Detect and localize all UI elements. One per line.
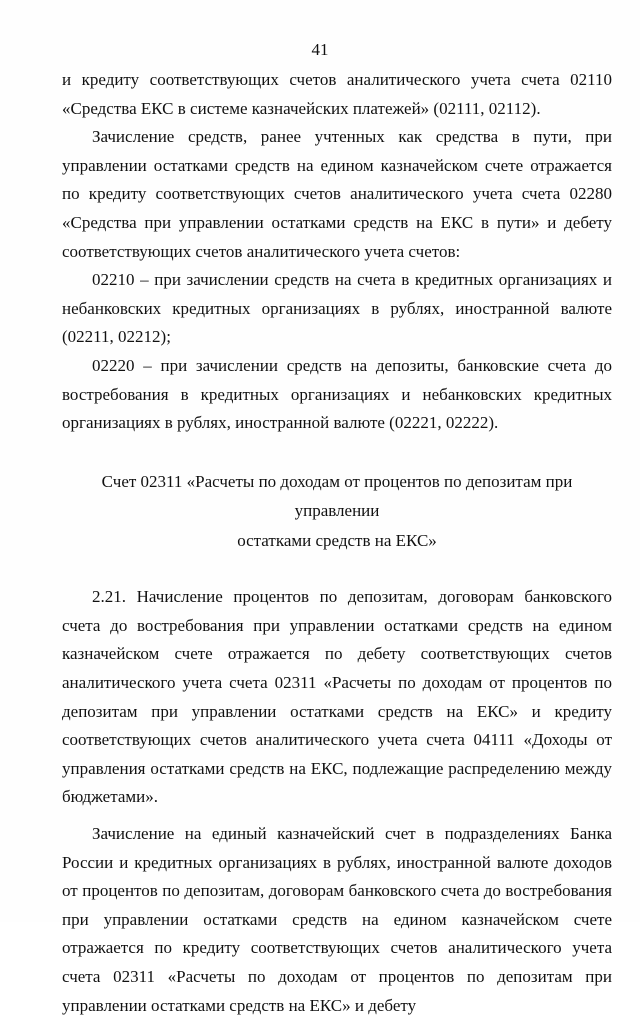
section-heading-line-2: остатками средств на ЕКС»	[237, 530, 437, 550]
paragraph-account-02210: 02210 – при зачислении средств на счета в кредитных организациях и небанковских кредитных организациях в рублях, иностранной валюте (02211, 02212);	[62, 270, 612, 347]
paragraph-crediting-transit-funds: Зачисление средств, ранее учтенных как средства в пути, при управлении остатками средств на едином казначейском счете отражается по кредиту соответствующих счетов аналитического учета счета 02280 «Средства при управлении остатками средств на ЕКС в пути» и дебету соответствующих счетов аналитического учета счетов:	[62, 127, 612, 261]
paragraph-spacer	[62, 812, 612, 820]
paragraph-account-02220: 02220 – при зачислении средств на депозиты, банковские счета до востребования в кредитных организациях и небанковских кредитных организациях в рублях, иностранной валюте (02221, 02222).	[62, 355, 612, 433]
paragraph-continuation: и кредиту соответствующих счетов аналитического учета счета 02110 «Средства ЕКС в системе казначейских платежей» (02111, 02112).	[62, 70, 612, 118]
document-body	[62, 66, 612, 1020]
paragraph-2-21: 2.21. Начисление процентов по депозитам, договорам банковского счета до востребования при управлении остатками средств на едином казначейском счете отражается по дебету соответствующих счетов аналитического учета счета 02311 «Расчеты по доходам от процентов по депозитам при управлении остатками средств на ЕКС» и кредиту соответствующих счетов аналитического учета счета 04111 «Доходы от управления остатками средств на ЕКС, подлежащие распределению между бюджетами».	[62, 587, 612, 807]
page-number: 41	[311, 40, 329, 59]
section-heading	[62, 467, 612, 556]
section-heading-line-1: Счет 02311 «Расчеты по доходам от процентов по депозитам при управлении	[101, 471, 573, 521]
paragraph-crediting-interest: Зачисление на единый казначейский счет в подразделениях Банка России и кредитных организациях в рублях, иностранной валюте доходов от процентов по депозитам, договорам банковского счета до востребования при управлении остатками средств на едином казначейском счете отражается по кредиту соответствующих счетов аналитического учета счета 02311 «Расчеты по доходам от процентов по депозитам при управлении остатками средств на ЕКС» и дебету	[62, 823, 612, 1015]
